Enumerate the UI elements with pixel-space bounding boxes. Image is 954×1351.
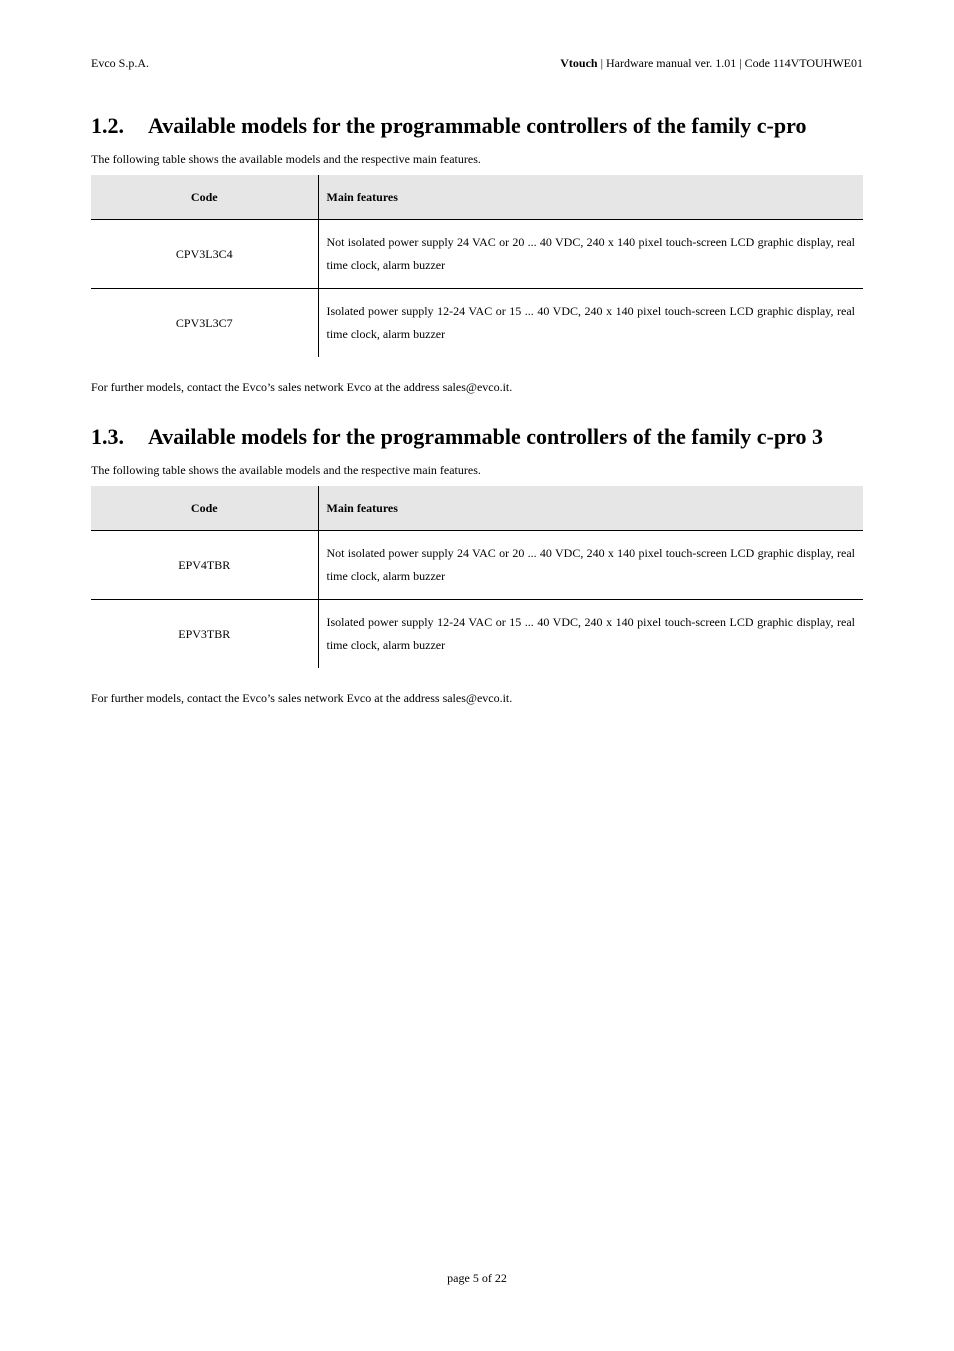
models-table-c-pro-3 [91, 486, 863, 668]
models-table-c-pro [91, 175, 863, 357]
section-title-1-3 [91, 424, 823, 450]
header-company: Evco S.p.A. [91, 56, 149, 70]
table-row [91, 289, 863, 358]
section-note: For further models, contact the Evco’s sales network Evco at the address sales@evco.it. [91, 380, 513, 394]
model-features: Isolated power supply 12-24 VAC or 15 ... 40 VDC, 240 x 140 pixel touch-screen LCD graphic display, real time clock, alarm buzzer [318, 600, 863, 669]
section-heading: Available models for the programmable controllers of the family c-pro 3 [148, 424, 823, 449]
section-number: 1.3. [91, 424, 124, 449]
section-heading: Available models for the programmable controllers of the family c-pro [148, 113, 807, 138]
header-document-info [560, 56, 863, 71]
section-intro: The following table shows the available models and the respective main features. [91, 152, 481, 166]
model-features: Isolated power supply 12-24 VAC or 15 ... 40 VDC, 240 x 140 pixel touch-screen LCD graphic display, real time clock, alarm buzzer [318, 289, 863, 358]
table-header-row [91, 175, 863, 220]
header-product-name: Vtouch [560, 56, 598, 70]
column-header-features: Main features [318, 486, 863, 531]
model-features: Not isolated power supply 24 VAC or 20 ... 40 VDC, 240 x 140 pixel touch-screen LCD graphic display, real time clock, alarm buzzer [326, 546, 855, 583]
page-number: page 5 of 22 [447, 1271, 507, 1285]
model-code: CPV3L3C4 [91, 220, 318, 289]
section-note: For further models, contact the Evco’s sales network Evco at the address sales@evco.it. [91, 691, 513, 705]
section-number: 1.2. [91, 113, 124, 138]
header-manual-code: | Hardware manual ver. 1.01 | Code 114VTOUHWE01 [597, 56, 863, 70]
table-header-row [91, 486, 863, 531]
model-code: EPV4TBR [91, 531, 318, 600]
table-row [91, 531, 863, 600]
table-row [91, 220, 863, 289]
model-features: Not isolated power supply 24 VAC or 20 ... 40 VDC, 240 x 140 pixel touch-screen LCD graphic display, real time clock, alarm buzzer [326, 235, 855, 272]
section-intro: The following table shows the available models and the respective main features. [91, 463, 481, 477]
table-row [91, 600, 863, 669]
model-code: CPV3L3C7 [91, 289, 318, 358]
model-code: EPV3TBR [91, 600, 318, 669]
column-header-code: Code [91, 175, 318, 220]
column-header-code: Code [91, 486, 318, 531]
column-header-features: Main features [318, 175, 863, 220]
section-title-1-2 [91, 113, 806, 139]
